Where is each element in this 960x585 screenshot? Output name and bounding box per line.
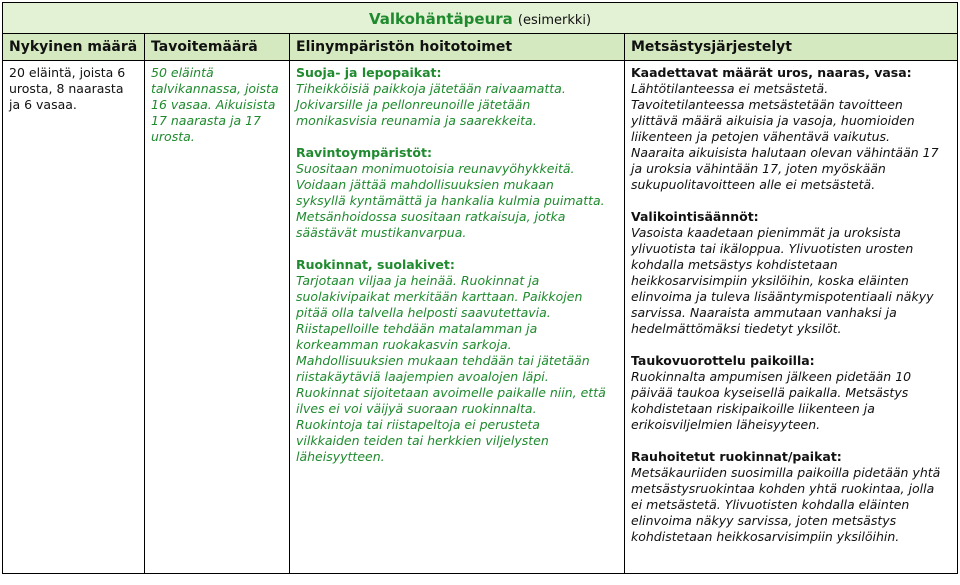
section-gap [296,241,619,257]
header-hunting-arrangements: Metsästysjärjestelyt [625,34,958,61]
title-main: Valkohäntäpeura [368,9,513,28]
section-line: ja uroksia vähintään 17, joten myöskään [631,161,886,176]
section-line: Jokivarsille ja pellonreunoille jätetään [296,97,531,112]
deer-management-table [2,2,958,574]
section-line: Lähtötilanteessa ei metsästetä. [631,81,829,96]
section-line: syksyllä kyntämättä ja hankalia kulmia puimatta. [296,193,605,208]
section-line: Metsäkauriiden suosimilla paikoilla pidetään yhtä [631,465,941,480]
section-line: läheisyytteen. [296,449,385,464]
hunting-arrangements-cell [625,61,958,574]
target-count-text [145,61,289,145]
habitat-management-cell [290,61,625,574]
section-line: heikkosarvisimpiin yksilöihin, koska eläinten [631,273,909,288]
target-count-cell [145,61,290,574]
section-line: pitää olla talvella helposti saavutettavia. [296,305,551,320]
section-heading: Ravintoympäristöt: [296,145,432,160]
section-line: elinvoima näkyy sarvissa, joten metsästys [631,513,897,528]
current-count-text [3,61,144,113]
text-line: 17 naarasta ja 17 [151,113,261,128]
section-line: riistakäytäviä laajempien avoalojen läpi. [296,369,549,384]
section-line: Ruokintoja tai riistapeltoja ei perusteta [296,417,540,432]
header-habitat-management: Elinympäristön hoitotoimet [290,34,625,61]
section-heading: Kaadettavat määrät uros, naaras, vasa: [631,65,912,80]
section-heading: Taukovuorottelu paikoilla: [631,353,815,368]
section-line: kohdistetaan riskipaikoille liikenteen ja [631,401,875,416]
text-line: talvikannassa, joista [151,81,279,96]
text-line: 16 vasaa. Aikuisista [151,97,276,112]
hunting-arrangements-text [625,61,957,545]
section-gap [631,193,952,209]
section-line: suolakivipaikat merkitään karttaan. Paikkojen [296,289,583,304]
section-gap [631,337,952,353]
header-target-count: Tavoitemäärä [145,34,290,61]
section-line: Ruokinnalta ampumisen jälkeen pidetään 10 [631,369,912,384]
section-line: elinvoima ja tuleva lisääntymispotentiaali näkyy [631,289,934,304]
section-line: Tiheikköisiä paikkoja jätetään raivaamatta. [296,81,566,96]
section-line: ei metsästetä. Ylivuotisten kohdalla eläinten [631,497,910,512]
section-line: liikenteen ja petojen vähentävä vaikutus. [631,129,890,144]
section-line: Ruokinnat sijoitetaan avoimelle paikalle niin, että [296,385,606,400]
section-line: erikoisviljelmien läheisyyteen. [631,417,821,432]
section-line: Riistapelloille tehdään matalamman ja [296,321,538,336]
section-heading: Rauhoitetut ruokinnat/paikat: [631,449,842,464]
section-line: säästävät mustikanvarpua. [296,225,467,240]
section-line: ilves ei voi väijyä suoraan ruokinnalta. [296,401,537,416]
section-line: sukupuolitavoitteen alle ei metsästetä. [631,177,876,192]
text-line: 20 eläintä, joista 6 [9,65,126,80]
section-line: ylittävä määrä aikuisia ja vasoja, huomioiden [631,113,915,128]
section-line: korkeamman ruokakasvin sarkoja. [296,337,512,352]
section-heading: Suoja- ja lepopaikat: [296,65,442,80]
section-line: Suositaan monimuotoisia reunavyöhykkeitä. [296,161,575,176]
title-sub: (esimerkki) [517,12,592,28]
table-title [3,3,958,34]
section-line: metsästysruokintaa kohden yhtä ruokintaa, jolla [631,481,935,496]
section-gap [631,433,952,449]
section-line: kohdistetaan heikkosarvisimpiin yksilöihin. [631,529,900,544]
habitat-management-text [290,61,624,465]
section-line: Metsänhoidossa suositaan ratkaisuja, jotka [296,209,566,224]
section-line: Vasoista kaadetaan pienimmät ja uroksista [631,225,901,240]
section-line: hedelmättömäksi tiedetyt yksilöt. [631,321,842,336]
section-line: Tarjotaan viljaa ja heinää. Ruokinnat ja [296,273,540,288]
section-gap [296,129,619,145]
section-line: sarvissa. Naaraista ammutaan vanhaksi ja [631,305,897,320]
section-heading: Valikointisäännöt: [631,209,759,224]
section-line: ylivuotista tai ikäloppua. Ylivuotisten urosten [631,241,914,256]
section-line: Naaraita aikuisista halutaan olevan vähintään 17 [631,145,939,160]
section-line: Voidaan jättää mahdollisuuksien mukaan [296,177,554,192]
section-line: Mahdollisuuksien mukaan tehdään tai jätetään [296,353,590,368]
text-line: urosta. [151,129,195,144]
section-line: vilkkaiden teiden tai herkkien viljelysten [296,433,549,448]
header-current-count: Nykyinen määrä [3,34,145,61]
text-line: ja 6 vasaa. [9,97,77,112]
section-line: päivää taukoa kyseisellä paikalla. Metsästys [631,385,909,400]
section-line: Tavoitetilanteessa metsästetään tavoitteen [631,97,903,112]
current-count-cell [3,61,145,574]
section-heading: Ruokinnat, suolakivet: [296,257,455,272]
text-line: urosta, 8 naarasta [9,81,124,96]
section-line: monikasvisia reunamia ja saarekkeita. [296,113,537,128]
section-line: kohdalla metsästys kohdistetaan [631,257,838,272]
text-line: 50 eläintä [151,65,214,80]
